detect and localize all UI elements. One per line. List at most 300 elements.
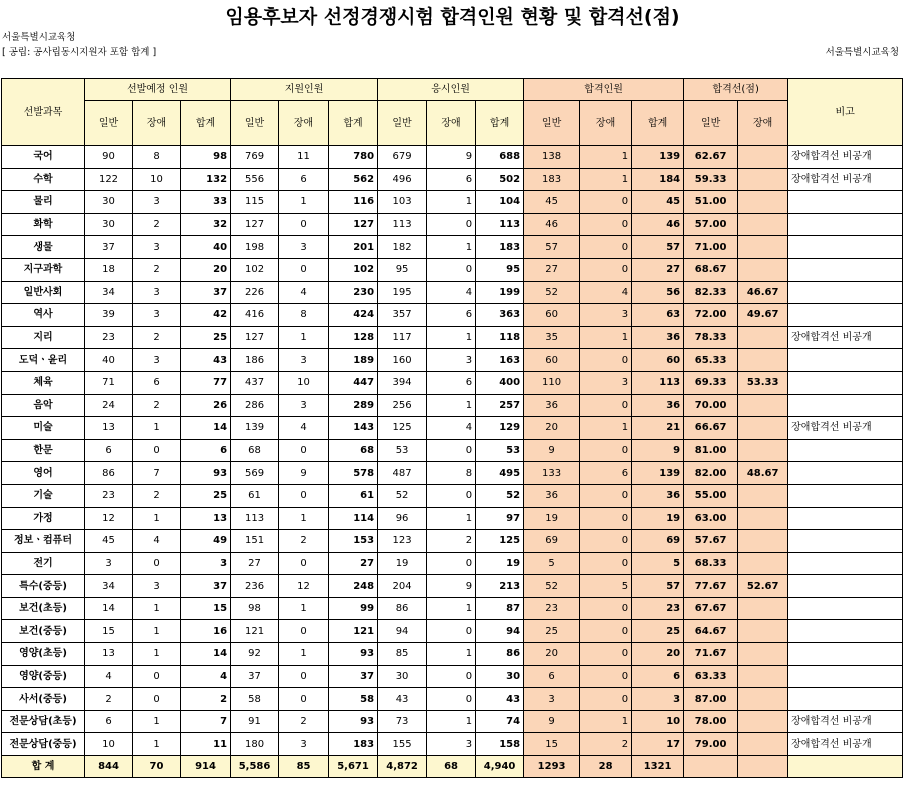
value-cell-p-t: 16	[181, 620, 231, 643]
value-cell-a-d: 10	[279, 371, 329, 394]
value-cell-s-g: 57	[524, 236, 580, 259]
value-cell-a-g: 226	[231, 281, 279, 304]
value-cell-s-t: 46	[632, 213, 684, 236]
value-cell-c-d: 49.67	[738, 304, 788, 327]
value-cell-a-t: 102	[329, 258, 378, 281]
value-cell-s-d: 0	[580, 552, 632, 575]
issuer-label: 서울특별시교육청	[2, 32, 76, 43]
value-cell-s-t: 21	[632, 417, 684, 440]
value-cell-t-d: 6	[427, 168, 476, 191]
value-cell-s-t: 69	[632, 530, 684, 553]
value-cell-a-t: 201	[329, 236, 378, 259]
value-cell-t-t: 94	[476, 620, 524, 643]
table-row	[2, 575, 903, 598]
value-cell-s-g: 25	[524, 620, 580, 643]
value-cell-p-g: 86	[85, 462, 133, 485]
remark-cell	[788, 236, 903, 259]
remark-cell	[788, 507, 903, 530]
value-cell-a-t: 127	[329, 213, 378, 236]
value-cell-a-g: 286	[231, 394, 279, 417]
value-cell-c-d: 46.67	[738, 281, 788, 304]
value-cell-p-d: 1	[133, 597, 181, 620]
value-cell-s-d: 0	[580, 597, 632, 620]
value-cell-s-g: 183	[524, 168, 580, 191]
value-cell-s-d: 5	[580, 575, 632, 598]
value-cell-s-t: 9	[632, 439, 684, 462]
header-total: 합계	[181, 101, 231, 146]
value-cell-p-d: 1	[133, 417, 181, 440]
value-cell-p-d: 0	[133, 439, 181, 462]
value-cell-c-g: 57.67	[684, 530, 738, 553]
value-cell-p-t: 25	[181, 326, 231, 349]
page-title: 임용후보자 선정경쟁시험 합격인원 현황 및 합격선(점)	[225, 6, 680, 28]
value-cell-a-g: 121	[231, 620, 279, 643]
value-cell-s-d: 1	[580, 710, 632, 733]
remark-cell	[788, 304, 903, 327]
value-cell-s-d: 1	[580, 168, 632, 191]
value-cell-t-t: 19	[476, 552, 524, 575]
subject-cell: 일반사회	[2, 281, 85, 304]
remark-cell	[788, 530, 903, 553]
value-cell-p-t: 6	[181, 439, 231, 462]
value-cell-c-g: 63.33	[684, 665, 738, 688]
table-row	[2, 710, 903, 733]
subject-cell: 수학	[2, 168, 85, 191]
header-total: 합계	[476, 101, 524, 146]
remark-cell: 장애합격선 비공개	[788, 733, 903, 756]
value-cell-a-d: 1	[279, 507, 329, 530]
value-cell-a-g: 127	[231, 213, 279, 236]
value-cell-a-d: 0	[279, 620, 329, 643]
value-cell-c-d	[738, 236, 788, 259]
value-cell-a-d: 9	[279, 462, 329, 485]
value-cell-p-t: 14	[181, 643, 231, 666]
value-cell-p-g: 10	[85, 733, 133, 756]
value-cell-p-g: 24	[85, 394, 133, 417]
header-disabled: 장애	[133, 101, 181, 146]
table-row	[2, 394, 903, 417]
table-row	[2, 349, 903, 372]
value-cell-s-d: 0	[580, 643, 632, 666]
value-cell-a-d: 1	[279, 643, 329, 666]
value-cell-s-t: 56	[632, 281, 684, 304]
value-cell-s-d: 2	[580, 733, 632, 756]
value-cell-t-d: 0	[427, 258, 476, 281]
table-row	[2, 371, 903, 394]
value-cell-s-d: 0	[580, 213, 632, 236]
subject-cell: 영양(중등)	[2, 665, 85, 688]
header-general: 일반	[378, 101, 427, 146]
value-cell-t-t: 86	[476, 643, 524, 666]
remark-cell: 장애합격선 비공개	[788, 168, 903, 191]
header-disabled: 장애	[427, 101, 476, 146]
value-cell-c-g: 68.67	[684, 258, 738, 281]
value-cell-a-g: 437	[231, 371, 279, 394]
value-cell-c-g: 81.00	[684, 439, 738, 462]
value-cell-s-g: 1293	[524, 756, 580, 778]
value-cell-s-t: 184	[632, 168, 684, 191]
value-cell-p-g: 13	[85, 417, 133, 440]
value-cell-t-g: 103	[378, 191, 427, 214]
value-cell-a-g: 27	[231, 552, 279, 575]
value-cell-s-g: 46	[524, 213, 580, 236]
value-cell-p-d: 1	[133, 643, 181, 666]
value-cell-p-d: 1	[133, 620, 181, 643]
value-cell-s-t: 19	[632, 507, 684, 530]
subject-cell: 도덕ㆍ윤리	[2, 349, 85, 372]
value-cell-p-g: 14	[85, 597, 133, 620]
value-cell-s-t: 1321	[632, 756, 684, 778]
subject-cell: 보건(초등)	[2, 597, 85, 620]
value-cell-a-t: 37	[329, 665, 378, 688]
value-cell-s-t: 139	[632, 462, 684, 485]
value-cell-p-d: 2	[133, 394, 181, 417]
value-cell-t-t: 87	[476, 597, 524, 620]
remark-cell: 장애합격선 비공개	[788, 326, 903, 349]
value-cell-s-d: 0	[580, 191, 632, 214]
subject-cell: 기술	[2, 484, 85, 507]
value-cell-s-t: 10	[632, 710, 684, 733]
value-cell-s-d: 3	[580, 371, 632, 394]
value-cell-a-g: 769	[231, 146, 279, 169]
value-cell-p-d: 70	[133, 756, 181, 778]
value-cell-t-g: 394	[378, 371, 427, 394]
value-cell-c-d: 48.67	[738, 462, 788, 485]
value-cell-s-g: 52	[524, 281, 580, 304]
value-cell-s-g: 5	[524, 552, 580, 575]
value-cell-p-g: 23	[85, 326, 133, 349]
value-cell-a-d: 0	[279, 552, 329, 575]
remark-cell	[788, 756, 903, 778]
value-cell-c-d	[738, 349, 788, 372]
value-cell-s-d: 1	[580, 326, 632, 349]
value-cell-t-d: 0	[427, 439, 476, 462]
value-cell-t-t: 95	[476, 258, 524, 281]
remark-cell: 장애합격선 비공개	[788, 146, 903, 169]
value-cell-a-t: 153	[329, 530, 378, 553]
header-subject: 선발과목	[2, 79, 85, 146]
value-cell-a-t: 562	[329, 168, 378, 191]
value-cell-t-g: 357	[378, 304, 427, 327]
value-cell-p-d: 0	[133, 688, 181, 711]
value-cell-p-t: 43	[181, 349, 231, 372]
remark-cell: 장애합격선 비공개	[788, 710, 903, 733]
value-cell-p-d: 2	[133, 213, 181, 236]
value-cell-t-d: 1	[427, 394, 476, 417]
value-cell-s-g: 52	[524, 575, 580, 598]
value-cell-p-t: 93	[181, 462, 231, 485]
value-cell-p-g: 40	[85, 349, 133, 372]
value-cell-p-d: 7	[133, 462, 181, 485]
value-cell-p-g: 39	[85, 304, 133, 327]
value-cell-a-g: 236	[231, 575, 279, 598]
value-cell-c-g	[684, 756, 738, 778]
value-cell-t-g: 85	[378, 643, 427, 666]
value-cell-p-t: 11	[181, 733, 231, 756]
value-cell-s-g: 19	[524, 507, 580, 530]
value-cell-t-t: 257	[476, 394, 524, 417]
value-cell-a-t: 128	[329, 326, 378, 349]
value-cell-p-t: 13	[181, 507, 231, 530]
value-cell-c-g: 59.33	[684, 168, 738, 191]
value-cell-c-g: 70.00	[684, 394, 738, 417]
value-cell-s-d: 4	[580, 281, 632, 304]
value-cell-t-d: 0	[427, 213, 476, 236]
value-cell-p-d: 2	[133, 484, 181, 507]
value-cell-t-g: 19	[378, 552, 427, 575]
value-cell-t-g: 53	[378, 439, 427, 462]
value-cell-p-g: 30	[85, 191, 133, 214]
value-cell-p-t: 49	[181, 530, 231, 553]
value-cell-c-d: 52.67	[738, 575, 788, 598]
header-total: 합계	[329, 101, 378, 146]
remark-cell	[788, 597, 903, 620]
value-cell-p-d: 1	[133, 507, 181, 530]
value-cell-a-d: 12	[279, 575, 329, 598]
subject-cell: 미술	[2, 417, 85, 440]
value-cell-a-t: 424	[329, 304, 378, 327]
value-cell-a-d: 4	[279, 417, 329, 440]
value-cell-s-t: 27	[632, 258, 684, 281]
value-cell-t-g: 113	[378, 213, 427, 236]
value-cell-t-t: 30	[476, 665, 524, 688]
value-cell-s-t: 60	[632, 349, 684, 372]
value-cell-s-g: 15	[524, 733, 580, 756]
value-cell-c-g: 71.67	[684, 643, 738, 666]
value-cell-c-g: 77.67	[684, 575, 738, 598]
subject-cell: 국어	[2, 146, 85, 169]
subject-cell: 보건(중등)	[2, 620, 85, 643]
value-cell-p-g: 15	[85, 620, 133, 643]
value-cell-c-g: 65.33	[684, 349, 738, 372]
value-cell-t-g: 86	[378, 597, 427, 620]
value-cell-a-d: 1	[279, 597, 329, 620]
table-row	[2, 213, 903, 236]
value-cell-c-g: 87.00	[684, 688, 738, 711]
value-cell-a-g: 102	[231, 258, 279, 281]
header-passed: 합격인원	[524, 79, 684, 101]
value-cell-p-d: 3	[133, 304, 181, 327]
value-cell-p-d: 4	[133, 530, 181, 553]
value-cell-t-d: 9	[427, 575, 476, 598]
value-cell-c-d	[738, 552, 788, 575]
value-cell-p-t: 32	[181, 213, 231, 236]
value-cell-a-d: 85	[279, 756, 329, 778]
subject-cell: 영어	[2, 462, 85, 485]
value-cell-s-g: 23	[524, 597, 580, 620]
value-cell-p-t: 4	[181, 665, 231, 688]
header-general: 일반	[231, 101, 279, 146]
value-cell-t-t: 158	[476, 733, 524, 756]
value-cell-p-g: 3	[85, 552, 133, 575]
value-cell-p-g: 45	[85, 530, 133, 553]
table-row	[2, 597, 903, 620]
value-cell-a-t: 230	[329, 281, 378, 304]
remark-cell	[788, 394, 903, 417]
remark-cell	[788, 462, 903, 485]
subject-cell: 특수(중등)	[2, 575, 85, 598]
remark-cell	[788, 213, 903, 236]
remark-cell	[788, 620, 903, 643]
value-cell-p-d: 1	[133, 733, 181, 756]
value-cell-t-g: 73	[378, 710, 427, 733]
value-cell-t-g: 496	[378, 168, 427, 191]
value-cell-p-g: 90	[85, 146, 133, 169]
value-cell-a-d: 0	[279, 439, 329, 462]
value-cell-a-t: 183	[329, 733, 378, 756]
value-cell-t-g: 125	[378, 417, 427, 440]
value-cell-s-g: 60	[524, 349, 580, 372]
subject-cell: 역사	[2, 304, 85, 327]
header-total: 합계	[632, 101, 684, 146]
value-cell-c-d: 53.33	[738, 371, 788, 394]
value-cell-c-d	[738, 258, 788, 281]
value-cell-p-g: 6	[85, 710, 133, 733]
value-cell-c-d	[738, 213, 788, 236]
remark-cell	[788, 552, 903, 575]
value-cell-c-d	[738, 168, 788, 191]
value-cell-p-t: 25	[181, 484, 231, 507]
subject-cell: 생물	[2, 236, 85, 259]
value-cell-t-t: 53	[476, 439, 524, 462]
value-cell-a-t: 780	[329, 146, 378, 169]
value-cell-s-t: 57	[632, 236, 684, 259]
value-cell-t-g: 52	[378, 484, 427, 507]
value-cell-t-d: 1	[427, 597, 476, 620]
value-cell-t-d: 0	[427, 665, 476, 688]
value-cell-c-g: 63.00	[684, 507, 738, 530]
value-cell-p-t: 14	[181, 417, 231, 440]
value-cell-t-d: 1	[427, 507, 476, 530]
value-cell-p-d: 0	[133, 552, 181, 575]
value-cell-s-d: 3	[580, 304, 632, 327]
value-cell-a-g: 58	[231, 688, 279, 711]
value-cell-a-g: 98	[231, 597, 279, 620]
value-cell-s-g: 69	[524, 530, 580, 553]
table-row	[2, 258, 903, 281]
value-cell-a-t: 5,671	[329, 756, 378, 778]
value-cell-c-d	[738, 439, 788, 462]
value-cell-a-t: 248	[329, 575, 378, 598]
value-cell-s-t: 139	[632, 146, 684, 169]
value-cell-s-g: 36	[524, 394, 580, 417]
value-cell-a-d: 1	[279, 191, 329, 214]
value-cell-a-d: 0	[279, 258, 329, 281]
value-cell-t-t: 213	[476, 575, 524, 598]
value-cell-t-g: 256	[378, 394, 427, 417]
value-cell-t-t: 400	[476, 371, 524, 394]
value-cell-s-d: 28	[580, 756, 632, 778]
value-cell-s-g: 45	[524, 191, 580, 214]
value-cell-p-t: 914	[181, 756, 231, 778]
value-cell-p-g: 23	[85, 484, 133, 507]
value-cell-t-g: 117	[378, 326, 427, 349]
value-cell-c-g: 72.00	[684, 304, 738, 327]
value-cell-p-g: 6	[85, 439, 133, 462]
value-cell-t-t: 52	[476, 484, 524, 507]
value-cell-t-t: 183	[476, 236, 524, 259]
value-cell-c-g: 67.67	[684, 597, 738, 620]
value-cell-a-t: 27	[329, 552, 378, 575]
value-cell-s-t: 6	[632, 665, 684, 688]
table-row	[2, 439, 903, 462]
value-cell-c-d	[738, 146, 788, 169]
value-cell-s-d: 0	[580, 349, 632, 372]
value-cell-p-t: 7	[181, 710, 231, 733]
value-cell-c-d	[738, 394, 788, 417]
value-cell-a-d: 4	[279, 281, 329, 304]
value-cell-a-g: 115	[231, 191, 279, 214]
value-cell-a-g: 91	[231, 710, 279, 733]
value-cell-p-d: 3	[133, 191, 181, 214]
value-cell-t-t: 74	[476, 710, 524, 733]
value-cell-t-d: 0	[427, 620, 476, 643]
table-row	[2, 688, 903, 711]
value-cell-c-d	[738, 688, 788, 711]
header-planned: 선발예정 인원	[85, 79, 231, 101]
value-cell-p-g: 37	[85, 236, 133, 259]
value-cell-s-d: 0	[580, 394, 632, 417]
table-row	[2, 326, 903, 349]
subject-cell: 지구과학	[2, 258, 85, 281]
value-cell-s-t: 36	[632, 394, 684, 417]
value-cell-s-g: 9	[524, 710, 580, 733]
table-row	[2, 530, 903, 553]
value-cell-p-t: 33	[181, 191, 231, 214]
value-cell-a-g: 180	[231, 733, 279, 756]
table-row	[2, 552, 903, 575]
table-row	[2, 643, 903, 666]
remark-cell	[788, 281, 903, 304]
value-cell-a-g: 139	[231, 417, 279, 440]
value-cell-t-g: 43	[378, 688, 427, 711]
remark-cell	[788, 575, 903, 598]
value-cell-s-d: 0	[580, 439, 632, 462]
value-cell-s-d: 0	[580, 236, 632, 259]
value-cell-p-t: 37	[181, 575, 231, 598]
subject-cell: 체육	[2, 371, 85, 394]
value-cell-t-g: 95	[378, 258, 427, 281]
value-cell-t-d: 1	[427, 643, 476, 666]
results-table	[1, 78, 903, 778]
results-table-body	[2, 146, 903, 778]
value-cell-t-d: 0	[427, 484, 476, 507]
value-cell-s-t: 57	[632, 575, 684, 598]
value-cell-t-t: 43	[476, 688, 524, 711]
table-row	[2, 507, 903, 530]
value-cell-p-t: 132	[181, 168, 231, 191]
value-cell-c-g: 66.67	[684, 417, 738, 440]
value-cell-c-d	[738, 484, 788, 507]
value-cell-c-g: 64.67	[684, 620, 738, 643]
value-cell-p-g: 2	[85, 688, 133, 711]
value-cell-s-d: 0	[580, 507, 632, 530]
value-cell-p-g: 18	[85, 258, 133, 281]
value-cell-s-t: 25	[632, 620, 684, 643]
value-cell-p-d: 1	[133, 710, 181, 733]
value-cell-s-d: 1	[580, 417, 632, 440]
value-cell-a-g: 186	[231, 349, 279, 372]
value-cell-t-t: 118	[476, 326, 524, 349]
value-cell-c-g: 62.67	[684, 146, 738, 169]
header-cutline: 합격선(점)	[684, 79, 788, 101]
remark-cell	[788, 688, 903, 711]
value-cell-t-t: 502	[476, 168, 524, 191]
remark-cell	[788, 439, 903, 462]
subject-cell: 물리	[2, 191, 85, 214]
value-cell-a-g: 113	[231, 507, 279, 530]
remark-cell	[788, 191, 903, 214]
